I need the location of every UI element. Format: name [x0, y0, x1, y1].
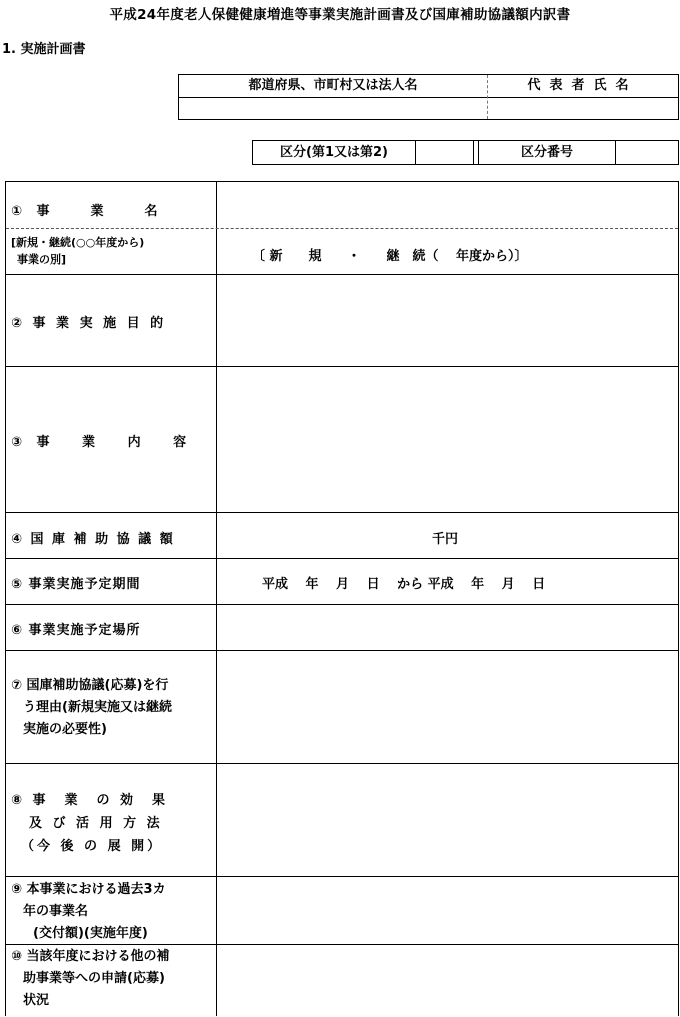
- reason-label-line: う理由(新規実施又は継続: [23, 700, 172, 715]
- organization-name-field[interactable]: [179, 98, 486, 119]
- row-divider: [6, 512, 678, 513]
- reason-label-line: 実施の必要性): [23, 722, 107, 737]
- other-applications-label: [11, 946, 214, 1012]
- effect-label: [11, 789, 214, 858]
- plan-table: [5, 181, 679, 1016]
- project-name-label: ① 事 業 名: [11, 204, 163, 219]
- new-continue-label: [11, 234, 214, 268]
- other-applications-label-line: 助事業等への申請(応募): [23, 971, 165, 986]
- subsidy-amount-field[interactable]: 千円: [432, 532, 459, 547]
- effect-label-line: （今 後 の 展 開）: [21, 839, 164, 854]
- category-number-label: 区分番号: [520, 145, 573, 160]
- period-label: ⑤ 事業実施予定期間: [11, 577, 141, 592]
- past-projects-label-line: (交付額)(実施年度): [33, 926, 148, 941]
- category-field[interactable]: [416, 141, 473, 164]
- document-title: 平成24年度老人保健健康増進等事業実施計画書及び国庫補助協議額内訳書: [109, 7, 571, 23]
- purpose-label: ② 事 業 実 施 目 的: [11, 316, 167, 331]
- new-continue-label-line: [新規・継続(○○年度から): [11, 236, 145, 249]
- reason-field[interactable]: [218, 651, 678, 763]
- content-field[interactable]: [218, 367, 678, 512]
- new-continue-label-line: 事業の別]: [17, 253, 67, 266]
- row-divider: [6, 228, 678, 229]
- past-projects-label: [11, 879, 214, 945]
- section-heading: 1. 実施計画書: [2, 42, 86, 57]
- other-applications-field[interactable]: [218, 945, 678, 1017]
- purpose-field[interactable]: [218, 275, 678, 366]
- content-label: ③ 事 業 内 容: [11, 435, 192, 450]
- representative-name-field[interactable]: [488, 98, 678, 119]
- past-projects-label-line: ⑨ 本事業における過去3カ: [11, 882, 166, 897]
- category-label: 区分(第1又は第2): [280, 145, 388, 160]
- category-divider: [473, 141, 474, 164]
- row-divider: [6, 558, 678, 559]
- past-projects-label-line: 年の事業名: [23, 904, 89, 919]
- period-field[interactable]: 平成 年 月 日 から 平成 年 月 日: [262, 577, 546, 592]
- past-projects-field[interactable]: [218, 877, 678, 944]
- category-number-field[interactable]: [616, 141, 678, 164]
- effect-label-line: ⑧ 事 業 の 効 果: [11, 793, 169, 808]
- organization-name-label: 都道府県、市町村又は法人名: [248, 78, 418, 93]
- representative-name-label: 代表者氏名: [527, 78, 638, 93]
- new-continue-selector[interactable]: 〔 新 規 ・ 継 続（ 年度から）〕: [252, 249, 528, 264]
- organization-table: [178, 74, 679, 120]
- effect-label-line: 及 び 活 用 方 法: [29, 816, 163, 831]
- plan-table-column-divider: [216, 182, 217, 1016]
- project-name-field[interactable]: [218, 182, 678, 228]
- effect-field[interactable]: [218, 764, 678, 876]
- reason-label: [11, 675, 214, 741]
- location-label: ⑥ 事業実施予定場所: [11, 623, 141, 638]
- category-table: [252, 140, 679, 165]
- subsidy-amount-label: ④ 国 庫 補 助 協 議 額: [11, 532, 175, 547]
- other-applications-label-line: ⑩ 当該年度における他の補: [11, 949, 170, 964]
- reason-label-line: ⑦ 国庫補助協議(応募)を行: [11, 678, 169, 693]
- other-applications-label-line: 状況: [23, 993, 50, 1008]
- location-field[interactable]: [218, 605, 678, 650]
